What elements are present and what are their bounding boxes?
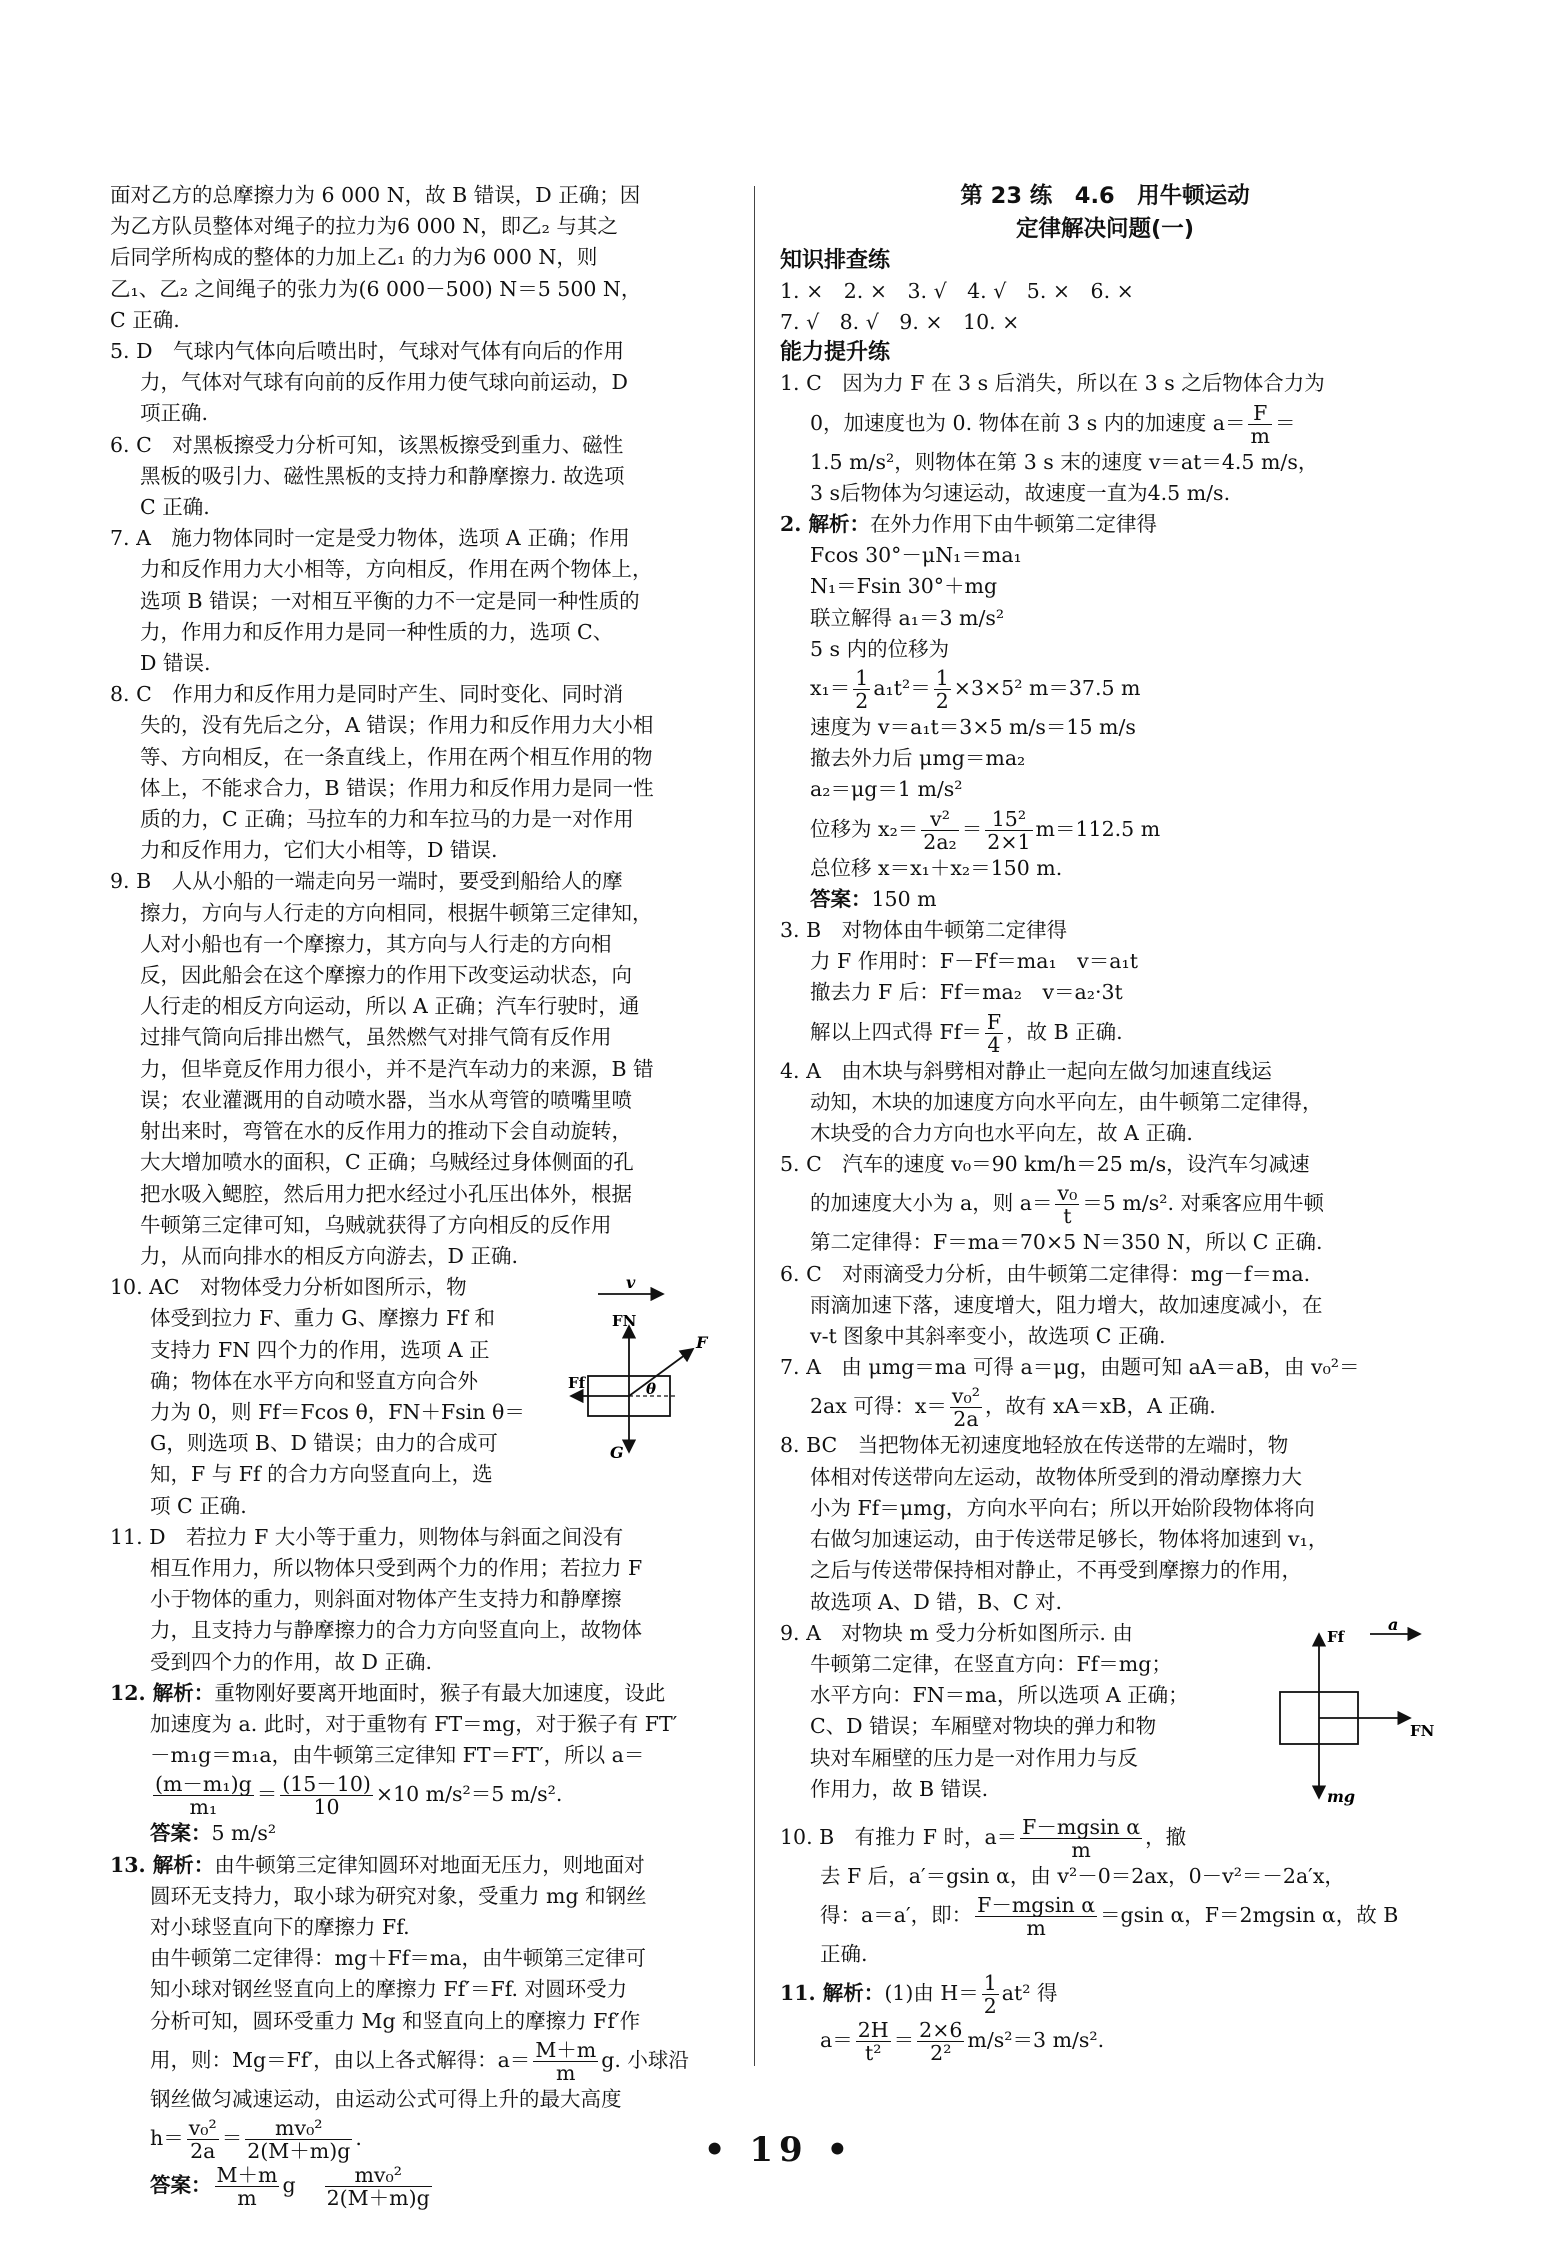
denominator: 2a₂	[923, 829, 957, 854]
text-segment: ×3×5² m＝37.5 m	[953, 676, 1141, 701]
text-line: 选项 B 错误；一对相互平衡的力不一定是同一种性质的	[140, 588, 640, 613]
force-diagram-q9	[1270, 1614, 1435, 1810]
text-line: 人对小船也有一个摩擦力，其方向与人行走的方向相	[140, 931, 612, 956]
text-line: 联立解得 a₁＝3 m/s²	[810, 605, 1005, 630]
text-segment: 用，则：Mg＝Ff′，由以上各式解得：a＝	[150, 2047, 531, 2072]
text-line: 6. C 对雨滴受力分析，由牛顿第二定律得：mg－f＝ma.	[780, 1261, 1311, 1286]
numerator: mv₀²	[325, 2164, 432, 2187]
text-line: 过排气筒向后排出燃气，虽然燃气对排气筒有反作用	[140, 1025, 612, 1050]
text-line: a₂＝μg＝1 m/s²	[810, 777, 963, 802]
text-line: 重物刚好要离开地面时，猴子有最大加速度，设此	[214, 1680, 666, 1705]
text-line: 分析可知，圆环受重力 Mg 和竖直向上的摩擦力 Ff′作	[150, 2008, 641, 2033]
text-line: 力，气体对气球有向前的反作用力使气球向前运动，D	[140, 370, 628, 395]
label-f: F	[696, 1333, 708, 1353]
text-line: 在外力作用下由牛顿第二定律得	[870, 512, 1158, 537]
text-segment: 2ax 可得：x＝	[810, 1394, 947, 1419]
text-segment: (1)由 H＝	[884, 1981, 979, 2006]
fraction	[950, 1385, 982, 1430]
formula-line	[780, 1814, 1430, 1861]
text-line: 对小球竖直向下的摩擦力 Ff.	[150, 1914, 410, 1939]
text-segment: a₁t²＝	[873, 676, 931, 701]
text-line: 由牛顿第二定律得：mg＋Ff＝ma，由牛顿第三定律可	[150, 1946, 647, 1971]
numerator: (15－10)	[282, 1772, 371, 1797]
answer-label: 答案：	[150, 2172, 212, 2197]
answer-r4	[780, 1056, 1430, 1150]
label-a: a	[1388, 1614, 1399, 1634]
text-line: 10. AC 对物体受力分析如图所示，物	[110, 1275, 467, 1300]
text-line: D 错误.	[140, 651, 211, 676]
text-line: 力，作用力和反作用力是同一种性质的力，选项 C、	[140, 619, 614, 644]
text-line: 9. A 对物块 m 受力分析如图所示. 由	[780, 1620, 1133, 1645]
answer-6	[110, 430, 718, 524]
text-line: 人行走的相反方向运动，所以 A 正确；汽车行驶时，通	[140, 994, 640, 1019]
force-diagram-q10	[568, 1274, 718, 1464]
answer-value: 5 m/s²	[211, 1821, 277, 1846]
fraction	[280, 1773, 373, 1818]
text-segment: g. 小球沿	[601, 2047, 689, 2072]
numerator: M＋m	[535, 2037, 597, 2062]
text-segment: ，故有 xA＝xB，A 正确.	[984, 1394, 1216, 1419]
answer-r6	[780, 1259, 1430, 1353]
analysis-label: 2. 解析：	[780, 512, 871, 537]
fraction	[533, 2039, 598, 2084]
analysis-label: 13. 解析：	[110, 1852, 215, 1877]
text-line: 体受到拉力 F、重力 G、摩擦力 Ff 和	[150, 1306, 495, 1331]
numerator: (m－m₁)g	[155, 1772, 252, 1797]
text-line: 等、方向相反，在一条直线上，作用在两个相互作用的物	[140, 744, 653, 769]
denominator: 2(M＋m)g	[247, 2138, 351, 2163]
text-line: 力，从而向排水的相反方向游去，D 正确.	[140, 1243, 518, 1268]
text-line: 大大增加喷水的面积，C 正确；乌贼经过身体侧面的孔	[140, 1150, 634, 1175]
fraction	[921, 808, 958, 853]
numerator: F	[986, 1009, 1002, 1034]
page-number: • 19 •	[703, 2130, 855, 2170]
text-segment: ，撤	[1145, 1824, 1187, 1849]
left-column	[110, 180, 718, 2209]
fraction	[985, 1011, 1003, 1056]
analysis-label: 12. 解析：	[110, 1680, 215, 1705]
text-segment: ＝	[221, 2125, 243, 2150]
answer-r2	[780, 509, 1430, 915]
text-line: 后同学所构成的整体的力加上乙₁ 的力为6 000 N，则	[110, 245, 598, 270]
numerator: F－mgsin α	[977, 1892, 1096, 1917]
denominator: 4	[987, 1032, 1001, 1057]
subsection-heading-ability: 能力提升练	[780, 340, 891, 366]
text-line: 5 s 内的位移为	[810, 636, 950, 661]
text-line: 加速度为 a. 此时，对于重物有 FT＝mg，对于猴子有 FT′	[150, 1711, 678, 1736]
text-line: 右做匀加速运动，由于传送带足够长，物体将加速到 v₁，	[810, 1527, 1329, 1552]
text-line: 受到四个力的作用，故 D 正确.	[150, 1649, 432, 1674]
text-line: 乙₁、乙₂ 之间绳子的张力为(6 000－500) N＝5 500 N，	[110, 276, 642, 301]
text-line: 速度为 v＝a₁t＝3×5 m/s＝15 m/s	[810, 715, 1136, 740]
fraction	[853, 667, 870, 712]
numerator: v₀²	[188, 2115, 217, 2140]
denominator: 2a	[190, 2138, 216, 2163]
answer-7	[110, 523, 718, 679]
denominator: m	[556, 2060, 576, 2085]
text-line: 木块受的合力方向也水平向左，故 A 正确.	[810, 1121, 1193, 1146]
formula-line	[780, 665, 1430, 712]
text-line: 项 C 正确.	[150, 1493, 247, 1518]
text-line: 质的力，C 正确；马拉车的力和车拉马的力是一对作用	[140, 807, 634, 832]
formula-line	[780, 806, 1430, 853]
label-mg: mg	[1327, 1786, 1356, 1806]
text-segment: 得：a＝a′，即：	[820, 1902, 973, 1927]
text-segment: a＝	[820, 2028, 853, 2053]
numerator: 1	[935, 666, 949, 691]
answer-4-continued	[110, 180, 718, 336]
text-line: 3. B 对物体由牛顿第二定律得	[780, 918, 1068, 943]
text-line: 力，且支持力与静摩擦力的合力方向竖直向上，故物体	[150, 1618, 642, 1643]
text-line: 力 F 作用时：F－Ff＝ma₁ v＝a₁t	[810, 949, 1138, 974]
numerator: 1	[855, 666, 869, 691]
denominator: 2a	[953, 1407, 979, 1432]
text-line: 圆环无支持力，取小球为研究对象，受重力 mg 和钢丝	[150, 1883, 647, 1908]
text-segment: ＝	[961, 816, 983, 841]
text-line: 失的，没有先后之分，A 错误；作用力和反作用力大小相	[140, 713, 654, 738]
label-fn: FN	[1410, 1721, 1435, 1740]
fraction	[325, 2164, 432, 2209]
label-g: G	[610, 1443, 624, 1463]
true-false-answers: 7. √ 8. √ 9. × 10. ×	[780, 310, 1020, 335]
fraction	[934, 667, 951, 712]
text-segment: 位移为 x₂＝	[810, 816, 919, 841]
column-divider	[754, 186, 755, 2066]
text-line: C、D 错误；车厢壁对物块的弹力和物	[810, 1714, 1157, 1739]
text-line: 7. A 由 μmg＝ma 可得 a＝μg，由题可知 aA＝aB，由 v₀²＝	[780, 1355, 1360, 1380]
text-segment: ＝gsin α，F＝2mgsin α，故 B	[1100, 1902, 1399, 1927]
text-line: 总位移 x＝x₁＋x₂＝150 m.	[810, 855, 1063, 880]
denominator: m	[1071, 1837, 1091, 1862]
analysis-label: 11. 解析：	[780, 1981, 885, 2006]
section-title-line2: 定律解决问题(一)	[1015, 216, 1195, 242]
text-line: 知，F 与 Ff 的合力方向竖直向上，选	[150, 1462, 493, 1487]
text-line: 确；物体在水平方向和竖直方向合外	[150, 1368, 478, 1393]
text-line: 11. D 若拉力 F 大小等于重力，则物体与斜面之间没有	[110, 1524, 624, 1549]
text-segment: g	[282, 2172, 296, 2197]
text-line: 第二定律得：F＝ma＝70×5 N＝350 N，所以 C 正确.	[810, 1230, 1323, 1255]
formula-line: $\frac{\text{(m－m₁)g}}{\text{m₁}}$ ＝ $\frac{(15-10)}{10}$ ×10 m/s²＝5 m/s².	[155, 1772, 563, 1820]
answer-value: 150 m	[871, 886, 937, 911]
text-segment: 解以上四式得 Ff＝	[810, 1019, 982, 1044]
numerator: v²	[921, 808, 958, 831]
text-segment: x₁＝	[810, 676, 851, 701]
text-line: 黑板的吸引力、磁性黑板的支持力和静摩擦力. 故选项	[140, 463, 625, 488]
text-line: 5. D 气球内气体向后喷出时，气球对气体有向后的作用	[110, 339, 625, 364]
fraction	[153, 1773, 254, 1818]
text-line: 反，因此船会在这个摩擦力的作用下改变运动状态，向	[140, 963, 632, 988]
answer-11	[110, 1522, 718, 1678]
text-line: 牛顿第二定律，在竖直方向：Ff＝mg；	[810, 1651, 1172, 1676]
denominator: m	[1026, 1915, 1046, 1940]
denominator: 2	[983, 1994, 997, 2019]
text-line: 把水吸入鳃腔，然后用力把水经过小孔压出体外，根据	[140, 1181, 632, 1206]
text-line: －m₁g＝m₁a，由牛顿第三定律知 FT＝FT′，所以 a＝	[150, 1743, 645, 1768]
denominator: m₁	[189, 1795, 218, 1820]
label-ff: Ff	[1327, 1627, 1345, 1646]
text-line: 5. C 汽车的速度 v₀＝90 km/h＝25 m/s，设汽车匀减速	[780, 1152, 1310, 1177]
answer-label: 答案：	[150, 1821, 212, 1846]
denominator: 2(M＋m)g	[326, 2185, 430, 2210]
numerator: F	[1248, 402, 1271, 425]
denominator: 2²	[930, 2041, 952, 2066]
text-line: 雨滴加速下落，速度增大，阻力增大，故加速度减小，在	[810, 1292, 1323, 1317]
text-line: 水平方向：FN＝ma，所以选项 A 正确；	[810, 1683, 1189, 1708]
text-line: 4. A 由木块与斜劈相对静止一起向左做匀加速直线运	[780, 1058, 1272, 1083]
answer-8	[110, 679, 718, 866]
label-theta: θ	[646, 1380, 657, 1399]
answer-r8	[780, 1430, 1430, 1617]
denominator: t²	[864, 2041, 882, 2066]
fraction	[917, 2019, 964, 2064]
text-line: 知小球对钢丝竖直向上的摩擦力 Ff′＝Ff. 对圆环受力	[150, 1977, 628, 2002]
text-line: 9. B 人从小船的一端走向另一端时，要受到船给人的摩	[110, 869, 623, 894]
fraction	[1020, 1816, 1142, 1861]
text-line: 8. C 作用力和反作用力是同时产生、同时变化、同时消	[110, 682, 624, 707]
text-line: Fcos 30°－μN₁＝ma₁	[810, 543, 1022, 568]
numerator: 15²	[985, 808, 1032, 831]
fraction	[985, 808, 1032, 853]
label-ff: Ff	[568, 1374, 586, 1393]
numerator: 2×6	[919, 2018, 963, 2043]
text-line: 射出来时，弯管在水的反作用力的推动下会自动旋转，	[140, 1119, 632, 1144]
text-line: 体相对传送带向左运动，故物体所受到的滑动摩擦力大	[810, 1464, 1302, 1489]
pull-force-arrow	[629, 1349, 693, 1399]
fraction	[1055, 1182, 1079, 1227]
text-line: 故选项 A、D 错，B、C 对.	[810, 1589, 1063, 1614]
answer-5	[110, 336, 718, 430]
text-line: 误；农业灌溉用的自动喷水器，当水从弯管的喷嘴里喷	[140, 1087, 632, 1112]
text-segment: 的加速度大小为 a，则 a＝	[810, 1191, 1053, 1216]
numerator: v₀	[1057, 1181, 1078, 1206]
text-segment: .	[355, 2125, 362, 2150]
answer-r11	[780, 1970, 1430, 2064]
text-segment: ＝	[893, 2028, 915, 2053]
section-title-line1: 第 23 练 4.6 用牛顿运动	[960, 183, 1250, 209]
denominator: 2	[855, 689, 869, 714]
text-line: 8. BC 当把物体无初速度地轻放在传送带的左端时，物	[780, 1433, 1289, 1458]
text-line: 为乙方队员整体对绳子的拉力为6 000 N，即乙₂ 与其之	[110, 214, 618, 239]
answer-r7	[780, 1352, 1430, 1430]
formula-line	[780, 1180, 1430, 1227]
answer-r10	[780, 1814, 1430, 1970]
text-line: 块对车厢壁的压力是一对作用力与反	[810, 1745, 1138, 1770]
formula-line	[780, 2017, 1430, 2064]
text-line: G，则选项 B、D 错误；由力的合成可	[150, 1431, 498, 1456]
formula-line	[780, 1892, 1430, 1939]
text-segment: m/s²＝3 m/s².	[967, 2028, 1105, 2053]
fraction	[975, 1894, 1097, 1939]
answer-12	[110, 1678, 718, 1850]
text-line: 力，但毕竟反作用力很小，并不是汽车动力的来源，B 错	[140, 1056, 654, 1081]
text-segment: m＝112.5 m	[1035, 816, 1161, 841]
label-v: v	[626, 1273, 636, 1293]
text-line: 动知，木块的加速度方向水平向左，由牛顿第二定律得，	[810, 1089, 1323, 1114]
text-line: 正确.	[820, 1941, 868, 1966]
text-segment: 10. B 有推力 F 时，a＝	[780, 1824, 1018, 1849]
text-line: 1.5 m/s²，则物体在第 3 s 末的速度 v＝at＝4.5 m/s，	[810, 449, 1319, 474]
answer-r3	[780, 915, 1430, 1056]
text-line: 力为 0，则 Ff＝Fcos θ，FN＋Fsin θ＝	[150, 1399, 525, 1424]
denominator: m	[1250, 423, 1270, 448]
formula-line	[780, 400, 1430, 447]
text-segment: h＝	[150, 2125, 184, 2150]
formula-line	[110, 2037, 718, 2084]
numerator: M＋m	[216, 2162, 278, 2187]
answer-r9	[780, 1614, 1435, 1806]
text-line: 项正确.	[140, 401, 209, 426]
answer-9	[110, 866, 718, 1272]
text-line: 力和反作用力大小相等，方向相反，作用在两个物体上，	[140, 557, 653, 582]
text-line: N₁＝Fsin 30°＋mg	[810, 574, 998, 599]
text-line: C 正确.	[140, 495, 210, 520]
formula-line	[780, 1970, 1430, 2017]
denominator: m	[237, 2185, 257, 2210]
text-segment: ，故 B 正确.	[1006, 1019, 1123, 1044]
numerator: 2H	[857, 2018, 889, 2043]
text-line: 力和反作用力，它们大小相等，D 错误.	[140, 838, 498, 863]
text-line: 撤去力 F 后：Ff＝ma₂ v＝a₂·3t	[810, 980, 1123, 1005]
fraction	[982, 1972, 999, 2017]
denominator: 2	[935, 689, 949, 714]
fraction	[1248, 402, 1271, 447]
text-segment: ＝	[1274, 410, 1296, 435]
text-line: 由牛顿第三定律知圆环对地面无压力，则地面对	[214, 1852, 645, 1877]
true-false-answers: 1. × 2. × 3. √ 4. √ 5. × 6. ×	[780, 279, 1134, 303]
text-line: 6. C 对黑板擦受力分析可知，该黑板擦受到重力、磁性	[110, 432, 624, 457]
text-line: 小为 Ff＝μmg，方向水平向右；所以开始阶段物体将向	[810, 1495, 1315, 1520]
answer-r1	[780, 368, 1430, 509]
text-line: 钢丝做匀减速运动，由运动公式可得上升的最大高度	[150, 2086, 622, 2111]
text-line: 面对乙方的总摩擦力为 6 000 N，故 B 错误，D 正确；因	[110, 183, 641, 207]
text-line: v-t 图象中其斜率变小，故选项 C 正确.	[810, 1324, 1166, 1349]
text-segment: at² 得	[1001, 1981, 1058, 2006]
fraction	[856, 2019, 891, 2064]
text-line: 牛顿第三定律可知，乌贼就获得了方向相反的反作用	[140, 1212, 612, 1237]
text-segment: ＝5 m/s². 对乘客应用牛顿	[1082, 1191, 1324, 1216]
text-line: 体上，不能求合力，B 错误；作用力和反作用力是同一性	[140, 775, 654, 800]
denominator: t	[1063, 1204, 1072, 1229]
text-line: 去 F 后，a′＝gsin α，由 v²－0＝2ax，0－v²＝－2a′x，	[820, 1863, 1345, 1888]
text-line: 小于物体的重力，则斜面对物体产生支持力和静摩擦	[150, 1587, 622, 1612]
answer-r5	[780, 1149, 1430, 1258]
text-line: 7. A 施力物体同时一定是受力物体，选项 A 正确；作用	[110, 526, 630, 551]
numerator: v₀²	[951, 1384, 980, 1409]
text-line: 作用力，故 B 错误.	[810, 1776, 989, 1801]
answer-label: 答案：	[810, 886, 872, 911]
right-column	[780, 180, 1435, 2066]
label-fn: FN	[612, 1312, 637, 1331]
numerator: F－mgsin α	[1022, 1814, 1141, 1839]
text-line: 1. C 因为力 F 在 3 s 后消失，所以在 3 s 之后物体合力为	[780, 371, 1325, 396]
text-line: 3 s后物体为匀速运动，故速度一直为4.5 m/s.	[810, 480, 1231, 505]
numerator: mv₀²	[245, 2117, 352, 2140]
formula-line	[780, 1383, 1430, 1430]
formula-tail: ×10 m/s²＝5 m/s².	[375, 1782, 563, 1807]
text-line: 撤去外力后 μmg＝ma₂	[810, 746, 1026, 771]
denominator: 2×1	[987, 829, 1031, 854]
numerator: 1	[983, 1971, 997, 1996]
fraction	[215, 2164, 280, 2209]
denominator: 10	[313, 1795, 340, 1820]
text-line: 支持力 FN 四个力的作用，选项 A 正	[150, 1337, 490, 1362]
formula-line	[780, 1009, 1430, 1056]
subsection-heading-knowledge: 知识排查练	[780, 248, 891, 273]
text-line: C 正确.	[110, 307, 180, 332]
text-line: 之后与传送带保持相对静止，不再受到摩擦力的作用，	[810, 1558, 1302, 1583]
text-line: 擦力，方向与人行走的方向相同，根据牛顿第三定律知，	[140, 900, 653, 925]
text-segment: 0，加速度也为 0. 物体在前 3 s 内的加速度 a＝	[810, 410, 1246, 435]
answer-10	[110, 1272, 718, 1522]
text-line: 相互作用力，所以物体只受到两个力的作用；若拉力 F	[150, 1555, 643, 1580]
